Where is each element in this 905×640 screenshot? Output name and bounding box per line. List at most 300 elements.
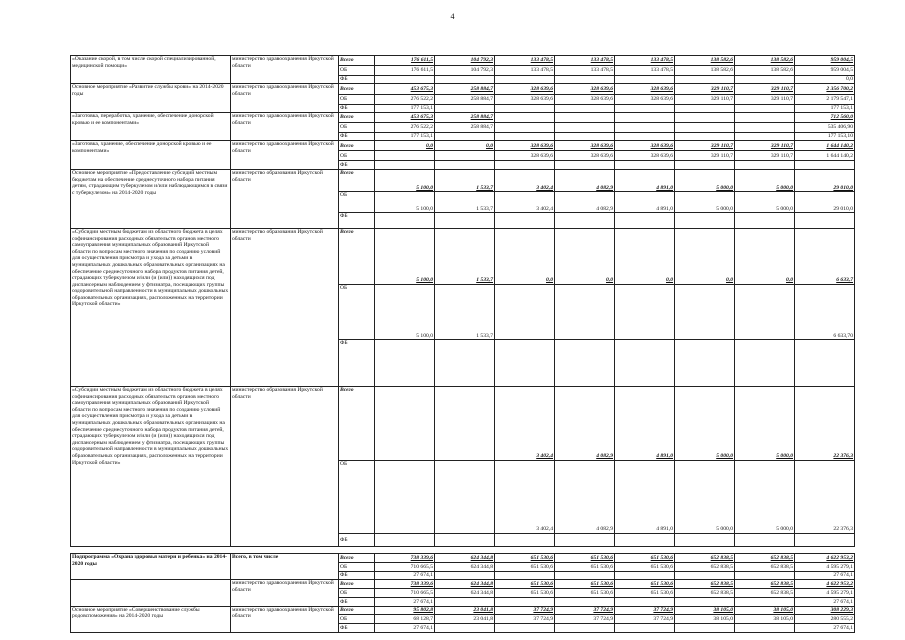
funding-source: ОБ — [339, 66, 375, 76]
year-cell: 328 639,6 — [555, 151, 615, 161]
table-row — [71, 56, 855, 66]
year-cell: 4 891,0 — [615, 169, 675, 191]
funding-source: ФБ — [339, 213, 375, 229]
funding-source: Всего — [339, 228, 375, 284]
year-cell — [555, 133, 615, 141]
year-cell: 328 639,6 — [555, 94, 615, 104]
year-cell — [615, 571, 675, 579]
total-cell: 22 376,3 — [795, 460, 855, 533]
funding-source: ОБ — [339, 94, 375, 104]
year-cell — [495, 571, 555, 579]
year-cell — [675, 133, 735, 141]
year-cell — [675, 598, 735, 606]
total-cell: 1 644 140,2 — [795, 141, 855, 151]
year-cell: 138 582,6 — [735, 66, 795, 76]
funding-source: ОБ — [339, 615, 375, 624]
year-cell — [435, 213, 495, 229]
executor: министерство здравоохранения Иркутской области — [231, 580, 339, 606]
year-cell: 37 724,9 — [615, 606, 675, 615]
year-cell: 624 344,8 — [435, 589, 495, 598]
year-cell — [495, 624, 555, 633]
funding-source: ФБ — [339, 624, 375, 633]
year-cell: 5 000,0 — [735, 192, 795, 213]
page-number: 4 — [450, 12, 455, 21]
year-cell: 329 110,7 — [735, 141, 795, 151]
total-cell: 0,0 — [795, 76, 855, 84]
year-cell — [615, 76, 675, 84]
year-cell — [675, 161, 735, 169]
year-cell — [555, 284, 615, 340]
total-cell: 6 633,7 — [795, 228, 855, 284]
year-cell — [555, 534, 615, 547]
year-cell: 258 884,7 — [435, 94, 495, 104]
year-cell: 38 105,0 — [735, 615, 795, 624]
year-cell: 651 530,6 — [495, 580, 555, 589]
year-cell: 4 082,9 — [555, 169, 615, 191]
year-cell: 258 884,7 — [435, 122, 495, 132]
year-cell: 453 675,3 — [375, 84, 435, 94]
year-cell — [675, 284, 735, 340]
year-cell: 5 000,0 — [675, 192, 735, 213]
total-cell — [795, 534, 855, 547]
funding-source: Всего — [339, 84, 375, 94]
year-cell — [675, 571, 735, 579]
measure-name: Подпрограмма «Охрана здоровья матери и ребенка» на 2014-2020 годы — [71, 554, 231, 580]
funding-source: ОБ — [339, 284, 375, 340]
table-row — [71, 554, 855, 563]
funding-source: Всего — [339, 387, 375, 460]
year-cell — [435, 598, 495, 606]
year-cell — [615, 534, 675, 547]
table-row — [71, 387, 855, 460]
year-cell — [375, 213, 435, 229]
year-cell — [735, 122, 795, 132]
year-cell — [435, 133, 495, 141]
year-cell: 38 105,0 — [735, 606, 795, 615]
year-cell — [435, 387, 495, 460]
total-cell: 29 010,0 — [795, 192, 855, 213]
year-cell: 328 639,6 — [555, 141, 615, 151]
measure-name: «Субсидии местным бюджетам из областного бюджета в целях софинансирования расходных обязательств органов местного самоуправления муниципальных образований Иркутской области по вопросам местного значения по созданию условий для осуществления присмотра и ухода за детьми в муниципальных дошкольных образовательных организациях на обеспечение среднесуточного набора продуктов питания детей, страдающих туберкулезом и/или (и (или)) находящихся под диспансерным наблюдением у фтизиатра, посещающих группы оздоровительной направленности в муниципальных дошкольных образовательных организациях, расположенных на территории Иркутской области» — [71, 228, 231, 386]
year-cell — [555, 598, 615, 606]
year-cell: 3 402,4 — [495, 192, 555, 213]
year-cell — [375, 151, 435, 161]
year-cell: 5 000,0 — [735, 169, 795, 191]
total-cell — [795, 213, 855, 229]
funding-source: ФБ — [339, 571, 375, 579]
funding-source: Всего — [339, 141, 375, 151]
total-cell: 27 674,1 — [795, 571, 855, 579]
year-cell: 651 530,6 — [615, 562, 675, 571]
year-cell — [735, 534, 795, 547]
measure-name — [71, 580, 231, 606]
total-cell: 177 153,1 — [795, 104, 855, 112]
year-cell — [735, 624, 795, 633]
year-cell: 710 665,5 — [375, 589, 435, 598]
year-cell — [375, 387, 435, 460]
year-cell — [615, 122, 675, 132]
year-cell — [735, 213, 795, 229]
year-cell: 328 639,6 — [615, 84, 675, 94]
year-cell: 328 639,6 — [615, 151, 675, 161]
year-cell — [435, 340, 495, 387]
total-cell — [795, 161, 855, 169]
year-cell: 4 891,0 — [615, 460, 675, 533]
executor: министерство образования Иркутской области — [231, 228, 339, 386]
year-cell: 652 838,5 — [675, 589, 735, 598]
funding-source: ОБ — [339, 460, 375, 533]
year-cell — [555, 104, 615, 112]
year-cell — [615, 104, 675, 112]
total-cell: 22 376,3 — [795, 387, 855, 460]
year-cell: 651 530,6 — [495, 562, 555, 571]
year-cell: 133 478,5 — [615, 66, 675, 76]
year-cell — [495, 213, 555, 229]
year-cell: 329 110,7 — [735, 94, 795, 104]
total-cell: 4 622 953,2 — [795, 580, 855, 589]
executor: министерство здравоохранения Иркутской области — [231, 141, 339, 169]
year-cell: 27 674,1 — [375, 624, 435, 633]
executor: министерство образования Иркутской области — [231, 169, 339, 228]
year-cell — [435, 161, 495, 169]
funding-source: ФБ — [339, 133, 375, 141]
year-cell: 37 724,9 — [555, 606, 615, 615]
year-cell: 133 478,5 — [495, 56, 555, 66]
year-cell — [675, 112, 735, 122]
year-cell — [435, 460, 495, 533]
measure-name: «Субсидии местным бюджетам из областного бюджета в целях софинансирования расходных обязательств органов местного самоуправления муниципальных образований Иркутской области по вопросам местного значения по созданию условий для осуществления присмотра и ухода за детьми в муниципальных дошкольных образовательных организациях на обеспечение среднесуточного набора продуктов питания детей, страдающих туберкулезом и/или (и (или)) находящихся под диспансерным наблюдением у фтизиатра, посещающих группы оздоровительной направленности в муниципальных дошкольных образовательных организациях, расположенных на территории Иркутской области» — [71, 387, 231, 547]
year-cell: 4 082,9 — [555, 460, 615, 533]
funding-source: Всего — [339, 56, 375, 66]
year-cell — [495, 284, 555, 340]
year-cell: 23 041,8 — [435, 606, 495, 615]
year-cell: 138 582,6 — [735, 56, 795, 66]
year-cell: 0,0 — [555, 228, 615, 284]
funding-source: ФБ — [339, 340, 375, 387]
year-cell — [735, 104, 795, 112]
year-cell: 738 339,6 — [375, 554, 435, 563]
total-cell: 29 010,0 — [795, 169, 855, 191]
funding-source: Всего — [339, 112, 375, 122]
total-cell: 308 229,3 — [795, 606, 855, 615]
year-cell — [735, 340, 795, 387]
year-cell: 738 339,6 — [375, 580, 435, 589]
year-cell — [735, 76, 795, 84]
year-cell — [435, 534, 495, 547]
year-cell: 138 582,6 — [675, 56, 735, 66]
year-cell — [675, 122, 735, 132]
year-cell — [555, 161, 615, 169]
table-row — [71, 112, 855, 122]
total-cell: 1 644 140,2 — [795, 151, 855, 161]
total-cell: 712 560,0 — [795, 112, 855, 122]
year-cell: 258 884,7 — [435, 112, 495, 122]
total-cell: 27 674,1 — [795, 598, 855, 606]
year-cell: 3 402,4 — [495, 169, 555, 191]
year-cell: 138 582,6 — [675, 66, 735, 76]
year-cell: 176 611,5 — [375, 56, 435, 66]
year-cell: 329 110,7 — [675, 151, 735, 161]
executor: министерство образования Иркутской области — [231, 387, 339, 547]
year-cell: 38 105,0 — [675, 615, 735, 624]
table-row — [71, 141, 855, 151]
year-cell — [555, 112, 615, 122]
funding-source: Всего — [339, 580, 375, 589]
year-cell — [495, 133, 555, 141]
year-cell — [495, 598, 555, 606]
year-cell — [495, 161, 555, 169]
year-cell: 1 533,7 — [435, 228, 495, 284]
total-cell: 27 674,1 — [795, 624, 855, 633]
measure-name: Основное мероприятие «Развитие службы крови» на 2014-2020 годы — [71, 84, 231, 112]
year-cell — [735, 112, 795, 122]
year-cell: 104 792,3 — [435, 66, 495, 76]
year-cell — [735, 133, 795, 141]
year-cell: 4 891,0 — [615, 192, 675, 213]
year-cell — [735, 161, 795, 169]
section-separator — [71, 547, 855, 554]
year-cell: 652 838,5 — [675, 562, 735, 571]
year-cell — [735, 598, 795, 606]
year-cell: 5 000,0 — [735, 387, 795, 460]
year-cell — [675, 624, 735, 633]
year-cell: 329 110,7 — [675, 94, 735, 104]
year-cell: 651 530,6 — [615, 580, 675, 589]
year-cell — [615, 112, 675, 122]
executor: Всего, в том числе — [231, 554, 339, 580]
total-cell: 2 179 547,1 — [795, 94, 855, 104]
year-cell: 5 000,0 — [675, 387, 735, 460]
total-cell: 280 555,2 — [795, 615, 855, 624]
year-cell — [555, 571, 615, 579]
funding-source: ФБ — [339, 534, 375, 547]
year-cell: 5 100,0 — [375, 284, 435, 340]
year-cell: 0,0 — [495, 228, 555, 284]
year-cell — [375, 161, 435, 169]
year-cell: 177 153,1 — [375, 104, 435, 112]
year-cell: 23 041,8 — [435, 615, 495, 624]
funding-source: ОБ — [339, 151, 375, 161]
funding-source: ФБ — [339, 104, 375, 112]
year-cell — [615, 133, 675, 141]
year-cell — [375, 534, 435, 547]
year-cell — [555, 76, 615, 84]
year-cell — [495, 104, 555, 112]
year-cell — [555, 624, 615, 633]
year-cell — [435, 571, 495, 579]
year-cell: 624 344,8 — [435, 580, 495, 589]
year-cell — [435, 76, 495, 84]
measure-name: «Заготовка, хранение, обеспечение донорской кровью и ее компонентами» — [71, 141, 231, 169]
year-cell — [555, 340, 615, 387]
table-row — [71, 84, 855, 94]
funding-source: ФБ — [339, 76, 375, 84]
year-cell: 651 530,6 — [555, 554, 615, 563]
year-cell — [435, 151, 495, 161]
funding-source: ОБ — [339, 122, 375, 132]
year-cell — [615, 340, 675, 387]
year-cell: 0,0 — [435, 141, 495, 151]
year-cell — [435, 624, 495, 633]
year-cell: 710 665,5 — [375, 562, 435, 571]
year-cell: 1 533,7 — [435, 169, 495, 191]
year-cell: 328 639,6 — [495, 94, 555, 104]
year-cell: 5 100,0 — [375, 192, 435, 213]
total-cell: 6 633,70 — [795, 284, 855, 340]
year-cell: 95 802,8 — [375, 606, 435, 615]
total-cell: 4 595 279,1 — [795, 589, 855, 598]
year-cell: 68 128,7 — [375, 615, 435, 624]
year-cell — [495, 76, 555, 84]
year-cell: 37 724,9 — [495, 606, 555, 615]
year-cell: 328 639,6 — [615, 94, 675, 104]
funding-source: Всего — [339, 169, 375, 191]
year-cell: 177 153,1 — [375, 133, 435, 141]
year-cell — [615, 161, 675, 169]
year-cell: 1 533,7 — [435, 192, 495, 213]
year-cell: 328 639,6 — [495, 141, 555, 151]
year-cell — [735, 284, 795, 340]
year-cell — [675, 213, 735, 229]
year-cell: 5 000,0 — [675, 169, 735, 191]
year-cell: 0,0 — [375, 141, 435, 151]
funding-source: Всего — [339, 554, 375, 563]
year-cell: 0,0 — [735, 228, 795, 284]
year-cell: 133 478,5 — [615, 56, 675, 66]
year-cell: 328 639,6 — [495, 151, 555, 161]
measure-name: Основное мероприятие «Предоставление субсидий местным бюджетам на обеспечение среднесуточного набора питания детям, страдающим туберкулезом и/или наблюдающимся в связи с туберкулезом» на 2014-2020 годы — [71, 169, 231, 228]
year-cell: 37 724,9 — [615, 615, 675, 624]
funding-source: ОБ — [339, 192, 375, 213]
year-cell: 258 884,7 — [435, 84, 495, 94]
year-cell: 27 674,1 — [375, 571, 435, 579]
executor: министерство здравоохранения Иркутской области — [231, 56, 339, 84]
year-cell: 1 533,7 — [435, 284, 495, 340]
year-cell: 453 675,3 — [375, 112, 435, 122]
year-cell: 133 478,5 — [555, 56, 615, 66]
year-cell: 651 530,6 — [555, 589, 615, 598]
year-cell: 5 000,0 — [735, 460, 795, 533]
year-cell — [675, 104, 735, 112]
year-cell — [375, 76, 435, 84]
table-body — [71, 56, 855, 633]
year-cell: 38 105,0 — [675, 606, 735, 615]
year-cell: 133 478,5 — [495, 66, 555, 76]
year-cell: 329 110,7 — [675, 141, 735, 151]
total-cell: 4 622 953,2 — [795, 554, 855, 563]
year-cell: 329 110,7 — [735, 84, 795, 94]
year-cell — [615, 213, 675, 229]
year-cell: 3 402,4 — [495, 387, 555, 460]
year-cell — [555, 122, 615, 132]
year-cell: 4 082,9 — [555, 387, 615, 460]
year-cell: 652 838,5 — [735, 562, 795, 571]
year-cell: 0,0 — [615, 228, 675, 284]
executor: министерство здравоохранения Иркутской области — [231, 84, 339, 112]
year-cell — [615, 598, 675, 606]
year-cell — [675, 534, 735, 547]
measure-name: Основное мероприятие «Совершенствование службы родовспоможения» на 2014-2020 годы — [71, 606, 231, 632]
year-cell: 652 838,5 — [735, 580, 795, 589]
year-cell: 651 530,6 — [495, 589, 555, 598]
year-cell: 104 792,3 — [435, 56, 495, 66]
total-cell: 2 356 700,2 — [795, 84, 855, 94]
year-cell: 37 724,9 — [495, 615, 555, 624]
year-cell — [435, 104, 495, 112]
year-cell: 37 724,9 — [555, 615, 615, 624]
year-cell: 651 530,6 — [615, 589, 675, 598]
year-cell: 652 838,5 — [675, 554, 735, 563]
year-cell: 4 082,9 — [555, 192, 615, 213]
year-cell: 27 674,1 — [375, 598, 435, 606]
year-cell: 5 000,0 — [675, 460, 735, 533]
budget-table — [70, 55, 855, 633]
year-cell: 133 478,5 — [555, 66, 615, 76]
year-cell: 651 530,6 — [555, 580, 615, 589]
executor: министерство здравоохранения Иркутской области — [231, 112, 339, 140]
funding-source: ФБ — [339, 161, 375, 169]
year-cell: 652 838,5 — [675, 580, 735, 589]
year-cell — [675, 76, 735, 84]
funding-source: ОБ — [339, 562, 375, 571]
year-cell: 329 110,7 — [675, 84, 735, 94]
year-cell: 652 838,5 — [735, 554, 795, 563]
year-cell: 176 611,5 — [375, 66, 435, 76]
total-cell — [795, 340, 855, 387]
year-cell: 328 639,6 — [555, 84, 615, 94]
table-row — [71, 580, 855, 589]
year-cell — [375, 340, 435, 387]
year-cell: 651 530,6 — [555, 562, 615, 571]
table-row — [71, 606, 855, 615]
table-row — [71, 169, 855, 191]
total-cell: 4 595 279,1 — [795, 562, 855, 571]
year-cell — [495, 112, 555, 122]
total-cell: 959 004,5 — [795, 56, 855, 66]
year-cell: 5 100,0 — [375, 169, 435, 191]
funding-source: ОБ — [339, 589, 375, 598]
year-cell — [495, 340, 555, 387]
measure-name: «Оказание скорой, в том числе скорой специализированной, медицинской помощи» — [71, 56, 231, 84]
year-cell: 0,0 — [675, 228, 735, 284]
executor: министерство здравоохранения Иркутской области — [231, 606, 339, 632]
year-cell: 624 344,8 — [435, 554, 495, 563]
year-cell — [615, 284, 675, 340]
year-cell: 651 530,6 — [495, 554, 555, 563]
table-row — [71, 228, 855, 284]
year-cell: 3 402,4 — [495, 460, 555, 533]
year-cell: 651 530,6 — [615, 554, 675, 563]
year-cell: 624 344,8 — [435, 562, 495, 571]
year-cell — [375, 460, 435, 533]
total-cell: 959 004,5 — [795, 66, 855, 76]
year-cell — [615, 624, 675, 633]
year-cell: 329 110,7 — [735, 151, 795, 161]
year-cell: 5 100,0 — [375, 228, 435, 284]
year-cell: 652 838,5 — [735, 589, 795, 598]
measure-name: «Заготовка, переработка, хранение, обеспечение донорской кровью и ее компонентами» — [71, 112, 231, 140]
year-cell — [495, 534, 555, 547]
year-cell: 328 639,6 — [495, 84, 555, 94]
funding-source: Всего — [339, 606, 375, 615]
year-cell — [555, 213, 615, 229]
year-cell: 276 522,2 — [375, 122, 435, 132]
year-cell — [495, 122, 555, 132]
total-cell: 177 153,10 — [795, 133, 855, 141]
year-cell: 328 639,6 — [615, 141, 675, 151]
year-cell: 4 891,0 — [615, 387, 675, 460]
year-cell — [675, 340, 735, 387]
